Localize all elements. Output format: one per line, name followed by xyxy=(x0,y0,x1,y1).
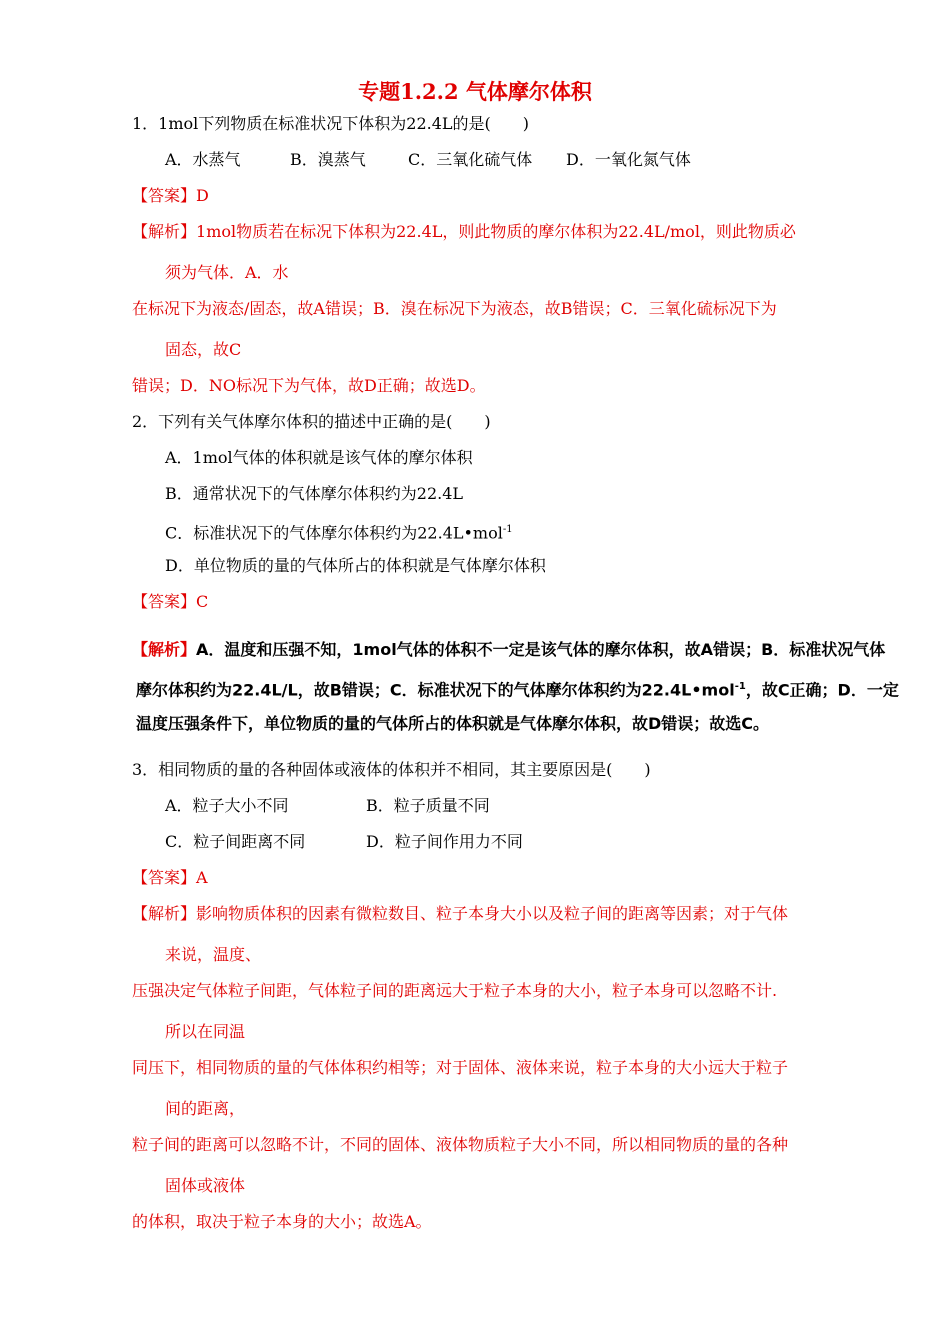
option-c-superscript: -1 xyxy=(502,524,513,535)
page-title: 专题1.2.2 气体摩尔体积 xyxy=(358,79,592,104)
q1-stem: 1．1mol下列物质在标准状况下体积为22.4L的是( ) xyxy=(132,114,530,133)
analysis-superscript: -1 xyxy=(734,681,746,692)
analysis-label: 【解析】 xyxy=(132,904,197,923)
q2-option-d: D．单位物质的量的气体所占的体积就是气体摩尔体积 xyxy=(165,556,546,575)
q3-option-b: B．粒子质量不同 xyxy=(366,796,490,815)
q2-option-b: B．通常状况下的气体摩尔体积约为22.4L xyxy=(165,484,464,503)
q1-answer xyxy=(132,186,209,206)
q3-stem: 3．相同物质的量的各种固体或液体的体积并不相同，其主要原因是( ) xyxy=(132,760,651,779)
analysis-text: 1mol物质若在标况下体积为22.4L，则此物质的摩尔体积为22.4L/mol，则此物质必 xyxy=(196,222,796,241)
q3-analysis-line-6: 间的距离， xyxy=(165,1099,246,1118)
analysis-text: 摩尔体积约为22.4L/L，故B错误；C．标准状况下的气体摩尔体积约为22.4L•mol xyxy=(136,680,735,700)
q3-option-c: C．粒子间距离不同 xyxy=(165,832,306,851)
answer-value: A xyxy=(196,868,208,887)
q3-analysis-line-4: 所以在同温 xyxy=(165,1022,246,1041)
q3-analysis-line-8: 固体或液体 xyxy=(165,1176,246,1195)
answer-value: C xyxy=(196,592,209,611)
q2-option-c xyxy=(165,520,513,543)
q1-analysis-line-5: 错误；D．NO标况下为气体，故D正确；故选D。 xyxy=(132,376,486,395)
q3-analysis-line-1 xyxy=(132,904,788,924)
answer-label: 【答案】 xyxy=(132,186,197,205)
q2-stem: 2．下列有关气体摩尔体积的描述中正确的是( ) xyxy=(132,412,491,431)
analysis-text-cont: ，故C正确；D．一定 xyxy=(745,680,899,700)
analysis-label: 【解析】 xyxy=(132,640,197,659)
q3-analysis-line-2: 来说，温度、 xyxy=(165,945,262,964)
q3-analysis-line-5: 同压下，相同物质的量的气体体积约相等；对于固体、液体来说，粒子本身的大小远大于粒子 xyxy=(132,1058,789,1077)
q3-option-a: A．粒子大小不同 xyxy=(165,796,289,815)
analysis-text: 影响物质体积的因素有微粒数目、粒子本身大小以及粒子间的距离等因素；对于气体 xyxy=(196,904,789,923)
q1-analysis-line-4: 固态，故C xyxy=(165,340,242,359)
q2-analysis-line-1 xyxy=(132,639,885,661)
q2-answer xyxy=(132,592,208,612)
analysis-label: 【解析】 xyxy=(132,222,197,241)
q2-analysis-line-2 xyxy=(136,676,899,701)
q1-analysis-line-3: 在标况下为液态/固态，故A错误；B．溴在标况下为液态，故B错误；C．三氧化硫标况下为 xyxy=(132,299,777,318)
q2-analysis-line-3: 温度压强条件下，单位物质的量的气体所占的体积就是气体摩尔体积，故D错误；故选C。 xyxy=(136,714,770,733)
q3-analysis-line-9: 的体积，取决于粒子本身的大小；故选A。 xyxy=(132,1212,432,1231)
q3-analysis-line-3: 压强决定气体粒子间距，气体粒子间的距离远大于粒子本身的大小，粒子本身可以忽略不计. xyxy=(132,981,778,1000)
q2-option-a: A．1mol气体的体积就是该气体的摩尔体积 xyxy=(165,448,473,467)
q3-analysis-line-7: 粒子间的距离可以忽略不计，不同的固体、液体物质粒子大小不同，所以相同物质的量的各种 xyxy=(132,1135,789,1154)
q1-option-c: C．三氧化硫气体 xyxy=(408,150,533,169)
answer-value: D xyxy=(196,186,209,205)
q3-option-d: D．粒子间作用力不同 xyxy=(366,832,523,851)
answer-label: 【答案】 xyxy=(132,592,197,611)
analysis-text: A．温度和压强不知，1mol气体的体积不一定是该气体的摩尔体积，故A错误；B．标准状况气体 xyxy=(196,640,886,659)
q1-analysis-line-2: 须为气体．A．水 xyxy=(165,263,289,282)
option-c-text: C．标准状况下的气体摩尔体积约为22.4L•mol xyxy=(165,523,503,543)
q1-option-a: A．水蒸气 xyxy=(165,150,241,169)
answer-label: 【答案】 xyxy=(132,868,197,887)
q3-answer xyxy=(132,868,208,888)
q1-option-d: D．一氧化氮气体 xyxy=(566,150,691,169)
q1-analysis-line-1 xyxy=(132,222,796,242)
q1-option-b: B．溴蒸气 xyxy=(290,150,366,169)
